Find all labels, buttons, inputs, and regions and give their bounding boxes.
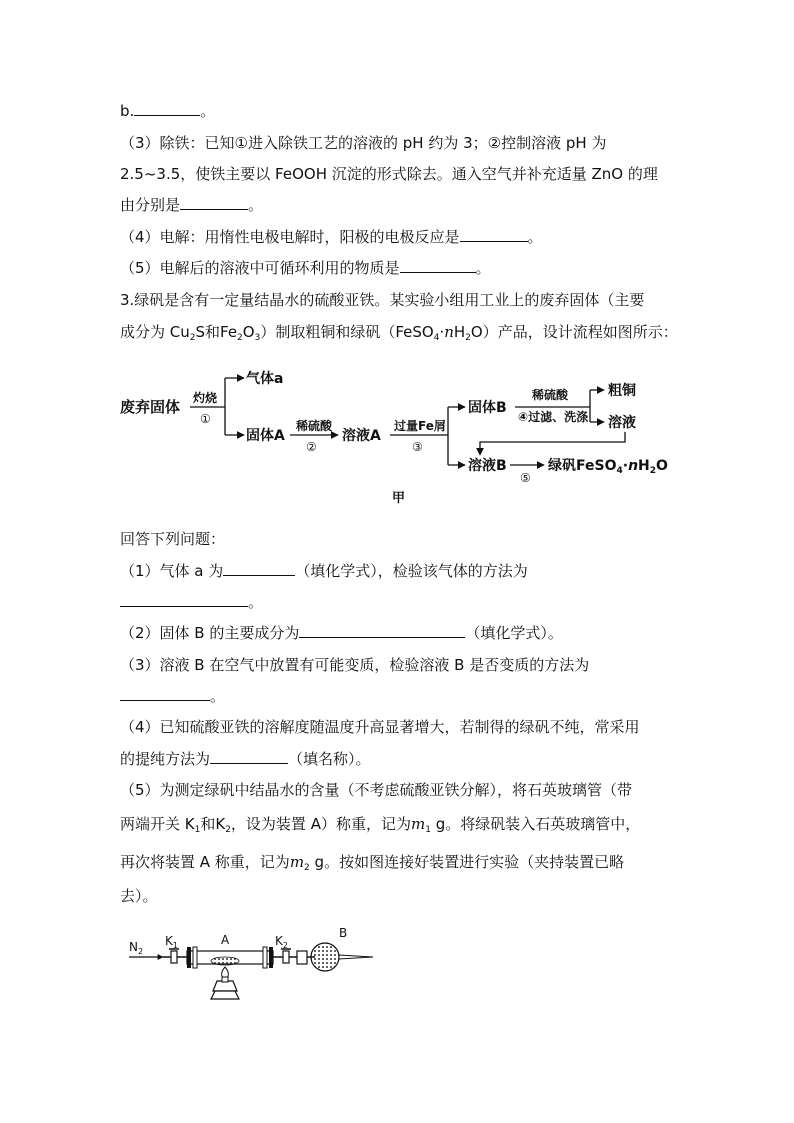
- question-4-line-1: （4）已知硫酸亚铁的溶解度随温度升高显著增大，若制得的绿矾不纯，常采用: [120, 718, 640, 736]
- flow-solution: 溶液: [608, 415, 636, 431]
- question-5-line-3: 再次将装置 A 称重，记为$m_2$ g。按如图连接好装置进行实验（夹持装置已略: [120, 853, 625, 873]
- b-label: B: [339, 926, 348, 940]
- quartz-tube-a: [187, 947, 273, 968]
- answer-blank[interactable]: [460, 226, 528, 242]
- alcohol-lamp: [211, 967, 239, 999]
- flow-step-3: ③: [412, 440, 423, 454]
- answer-blank[interactable]: [120, 685, 210, 701]
- flow-solution-a: 溶液A: [342, 428, 381, 444]
- k2-valve: [281, 949, 291, 963]
- question-5-line-1: （5）为测定绿矾中结晶水的含量（不考虑硫酸亚铁分解），将石英玻璃管（带: [120, 781, 633, 799]
- question-3-line-2: 。: [120, 685, 225, 707]
- circled-number: ②: [487, 134, 502, 152]
- k2-label: $K_2$: [275, 934, 288, 950]
- question-5-line-2: 两端开关 $K_1$和$K_2$，设为装置 A）称重，记为$m_1$ g。将绿矾装入石英玻璃管中，: [120, 815, 641, 835]
- q2-b-label: b.: [120, 102, 135, 120]
- circled-number: ①: [234, 134, 248, 152]
- k1-valve: [169, 949, 179, 963]
- q5-line: （5）电解后的溶液中可循环利用的物质是 。: [120, 259, 491, 277]
- flow-solution-b: 溶液B: [468, 458, 507, 474]
- answer-blank[interactable]: [400, 257, 476, 273]
- answer-blank[interactable]: [180, 194, 248, 210]
- p3-intro-line-1: 3.绿矾是含有一定量结晶水的硫酸亚铁。某实验小组用工业上的废弃固体（主要: [120, 291, 645, 309]
- answer-blank[interactable]: [210, 748, 288, 764]
- q3-line-1: （3）除铁：已知①进入除铁工艺的溶液的 pH 约为 3；②控制溶液 pH 为: [120, 134, 607, 152]
- answer-prompt: 回答下列问题：: [120, 530, 226, 548]
- q3-line-3: 由分别是 。: [120, 196, 264, 214]
- question-3-line-1: （3）溶液 B 在空气中放置有可能变质，检验溶液 B 是否变质的方法为: [120, 656, 590, 674]
- a-label: A: [221, 933, 230, 947]
- q2-b-line: b. 。: [120, 102, 216, 120]
- flow-gas-a: 气体a: [246, 371, 284, 387]
- q3-line-2: 2.5~3.5，使铁主要以 FeOOH 沉淀的形式除去。通入空气并补充适量 ZnO 的理: [120, 165, 658, 183]
- answer-blank[interactable]: [134, 100, 200, 116]
- flow-dilute-acid-1: 稀硫酸: [296, 419, 333, 433]
- apparatus-diagram: [125, 925, 385, 1007]
- flow-solid-a: 固体A: [246, 428, 285, 444]
- flow-step-2: ②: [306, 440, 317, 454]
- answer-blank[interactable]: [299, 622, 465, 638]
- q4-line: （4）电解：用惰性电极电解时，阳极的电极反应是 。: [120, 228, 543, 246]
- n2-label: $N_2$: [129, 940, 144, 956]
- question-1-line-2: 。: [120, 591, 263, 613]
- flow-product: 绿矾$FeSO_4\cdot nH_2O$: [548, 458, 668, 476]
- flow-step-5: ⑤: [520, 471, 531, 485]
- k1-label: $K_1$: [165, 934, 178, 950]
- flow-excess-fe: 过量Fe屑: [394, 419, 446, 433]
- question-4-line-2: 的提纯方法为 （填名称）。: [120, 750, 371, 768]
- process-flow-diagram: [120, 360, 680, 510]
- flow-step-1: ①: [200, 412, 211, 426]
- flow-waste-solid: 废弃固体: [120, 398, 181, 416]
- flow-caption: 甲: [392, 491, 406, 506]
- question-2-line: （2）固体 B 的主要成分为 （填化学式）。: [120, 624, 563, 642]
- question-1-line-1: （1）气体 a 为 （填化学式），检验该气体的方法为: [120, 562, 528, 580]
- p3-intro-line-2: 成分为 $Cu_2S$和$Fe_2O_3$）制取粗铜和绿矾$(FeSO_4\cdot nH_2O)$产品，设计流程如图所示：: [120, 323, 678, 343]
- flow-roast: 灼烧: [193, 391, 218, 405]
- flow-dilute-acid-2: 稀硫酸: [532, 388, 569, 402]
- flow-crude-copper: 粗铜: [608, 383, 636, 399]
- answer-blank[interactable]: [120, 591, 248, 607]
- flow-solid-b: 固体B: [468, 400, 507, 416]
- answer-blank[interactable]: [223, 560, 295, 576]
- flow-step-4: ④过滤、洗涤: [518, 410, 589, 424]
- question-5-line-4: 去）。: [120, 887, 158, 905]
